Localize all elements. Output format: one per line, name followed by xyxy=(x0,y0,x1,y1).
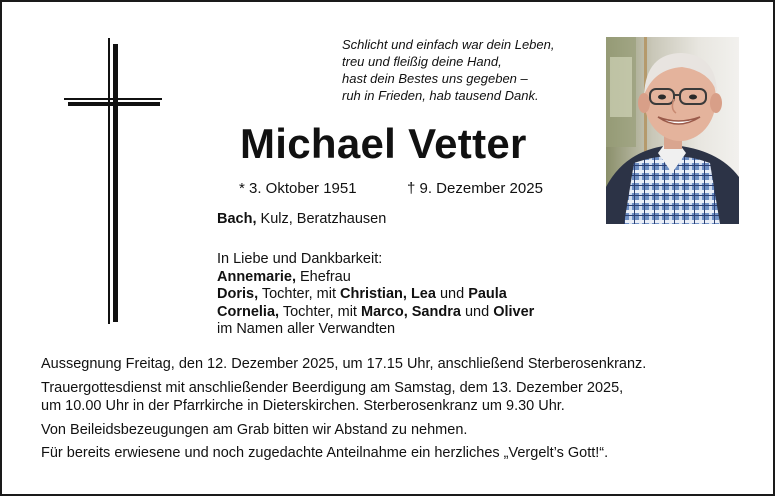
grandchild-name: Paula xyxy=(468,286,507,302)
poem-line: Schlicht und einfach war dein Leben, xyxy=(342,37,555,52)
cross-icon xyxy=(62,38,166,324)
deceased-name: Michael Vetter xyxy=(240,120,527,167)
mourner-relation: Tochter, mit xyxy=(258,286,341,302)
birth-date: * 3. Oktober 1951 xyxy=(239,180,357,197)
portrait-photo xyxy=(606,37,739,224)
mourners-closing: im Namen aller Verwandten xyxy=(217,321,396,337)
info-condolence-note: Von Beileidsbezeugungen am Grab bitten wir Abstand zu nehmen. xyxy=(41,421,468,438)
life-dates xyxy=(239,180,543,197)
mourner-name: Doris, xyxy=(217,286,259,302)
info-thanks: Für bereits erwiesene und noch zugedachte Anteilnahme ein herzliches „Vergelt’s Gott!“. xyxy=(41,445,609,461)
grandchild-name: Marco, xyxy=(360,303,408,320)
conjunction: und xyxy=(460,303,494,320)
place-others: Kulz, Beratzhausen xyxy=(256,211,387,227)
mourners xyxy=(217,251,534,339)
place-primary: Bach, xyxy=(217,211,257,227)
places xyxy=(217,211,386,227)
mourners-intro: In Liebe und Dankbarkeit: xyxy=(217,251,383,267)
poem xyxy=(342,36,592,104)
mourner-relation: Tochter, mit xyxy=(279,303,361,320)
conjunction: und xyxy=(435,286,469,302)
info-funeral-service-line2: um 10.00 Uhr in der Pfarrkirche in Dieterskirchen. Sterberosenkranz um 9.30 Uhr. xyxy=(41,398,565,414)
grandchild-name: Sandra xyxy=(411,303,461,320)
death-date: † 9. Dezember 2025 xyxy=(407,180,543,197)
mourner-relation: Ehefrau xyxy=(295,268,351,285)
poem-line: ruh in Frieden, hab tausend Dank. xyxy=(342,88,539,103)
poem-line: hast dein Bestes uns gegeben – xyxy=(342,71,528,86)
info-funeral-service-line1: Trauergottesdienst mit anschließender Beerdigung am Samstag, dem 13. Dezember 2025, xyxy=(41,379,624,396)
mourner-line xyxy=(217,269,534,287)
grandchild-name: Oliver xyxy=(493,303,535,320)
mourner-line xyxy=(217,304,534,322)
grandchild-name: Christian, xyxy=(340,286,407,302)
mourner-name: Cornelia, xyxy=(217,303,280,320)
info-funeral-blessing: Aussegnung Freitag, den 12. Dezember 2025, um 17.15 Uhr, anschließend Sterberosenkranz. xyxy=(41,356,647,372)
mourner-name: Annemarie, xyxy=(217,268,296,285)
mourner-line xyxy=(217,286,534,304)
poem-line: treu und fleißig deine Hand, xyxy=(342,54,502,69)
grandchild-name: Lea xyxy=(410,286,436,302)
service-info xyxy=(41,355,646,463)
